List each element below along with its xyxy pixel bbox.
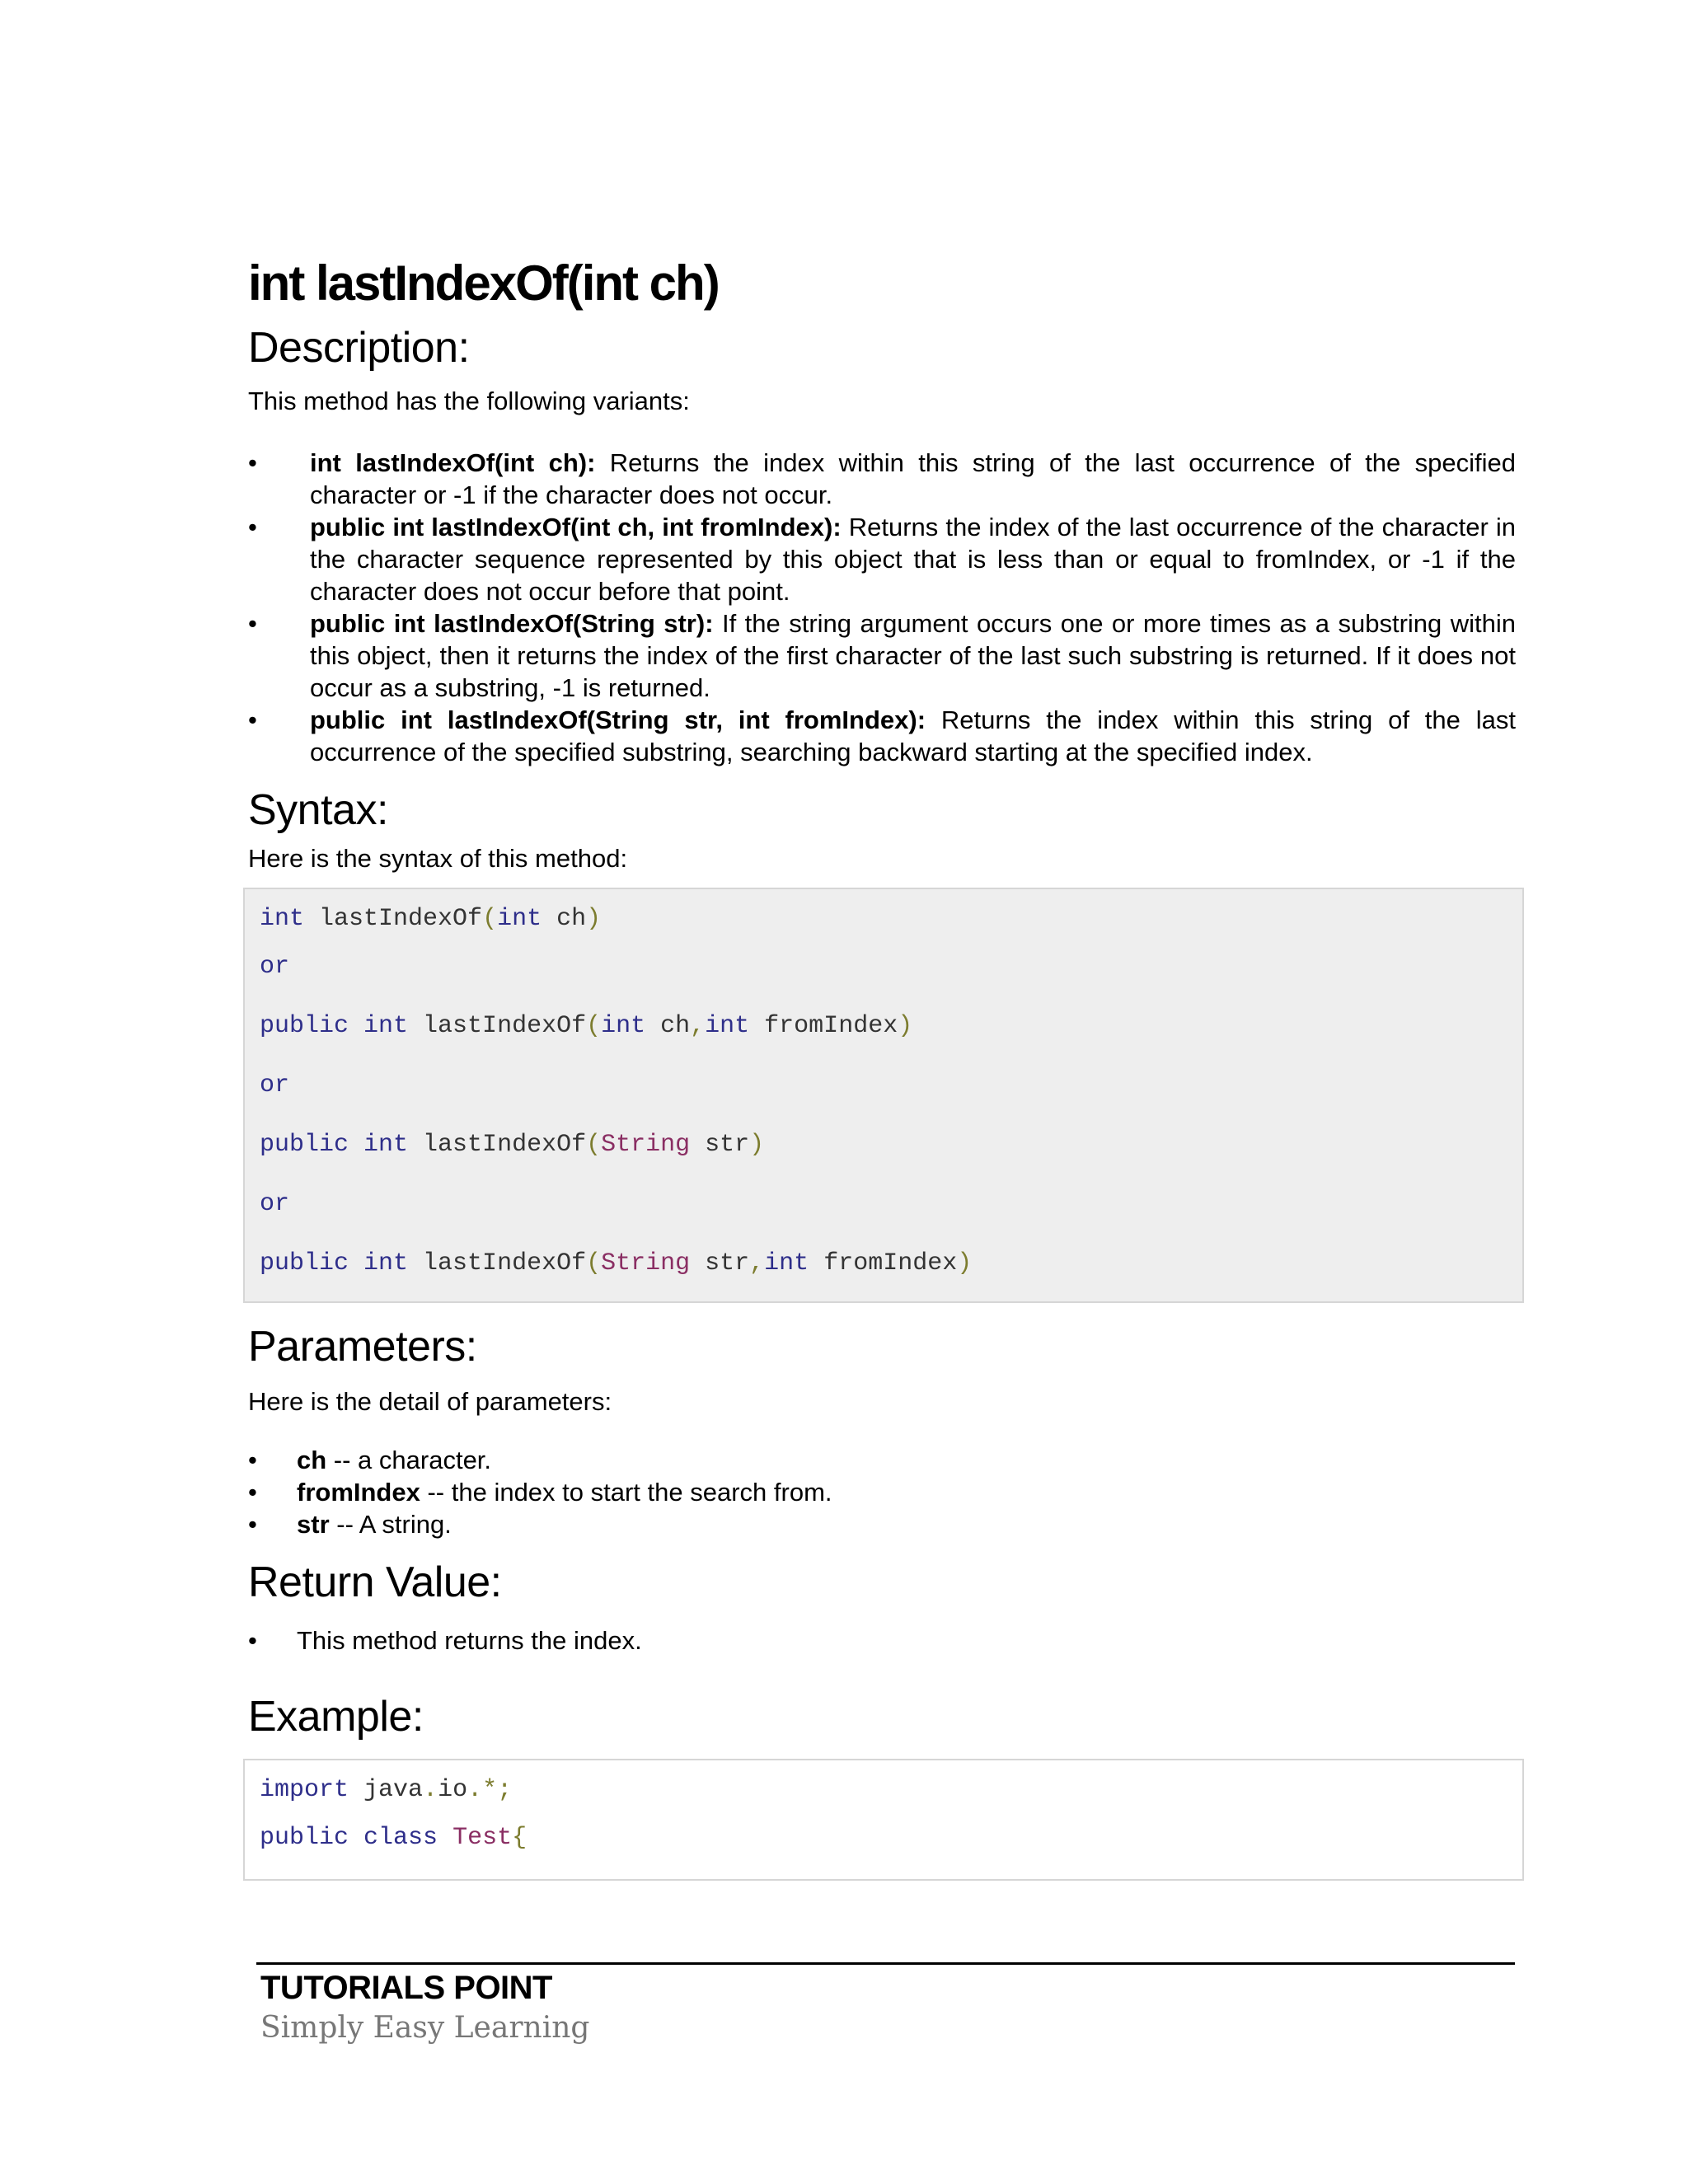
list-item (248, 704, 1516, 768)
variant-text: Returns the index within this string of the last occurrence of the specified substring, searching backward starting at the specified index. (310, 705, 1516, 766)
footer-tagline: Simply Easy Learning (260, 2011, 590, 2045)
description-heading: Description: (248, 324, 470, 372)
variants-list (248, 447, 1516, 768)
bullet-icon: • (248, 1510, 257, 1539)
variant-text: Returns the index within this string of the last occurrence of the specified character or -1 if the character does not occur. (310, 448, 1516, 509)
bullet-icon: • (248, 609, 257, 638)
syntax-heading: Syntax: (248, 786, 388, 834)
code-line: public int lastIndexOf(String str) (260, 1131, 765, 1159)
syntax-intro: Here is the syntax of this method: (248, 844, 628, 873)
parameter-name: ch (297, 1446, 327, 1474)
parameter-text: -- a character. (326, 1446, 492, 1474)
bullet-icon: • (248, 448, 257, 477)
bullet-icon: • (248, 1626, 257, 1655)
example-heading: Example: (248, 1693, 424, 1741)
variant-text: Returns the index of the last occurrence of the character in the character sequence represented by this object that is less than or equal to fromIndex, or -1 if the character does not occur before that point. (310, 513, 1517, 606)
parameters-intro: Here is the detail of parameters: (248, 1387, 612, 1416)
list-item (248, 511, 1516, 607)
code-line: or (260, 1190, 290, 1218)
variant-signature: int lastIndexOf(int ch): (310, 448, 596, 477)
bullet-icon: • (248, 1478, 257, 1507)
page-title: int lastIndexOf(int ch) (248, 255, 719, 311)
footer-brand: TUTORIALS POINT (260, 1970, 552, 2006)
variant-signature: public int lastIndexOf(String str): (310, 609, 714, 638)
list-item (248, 607, 1516, 704)
code-line: or (260, 953, 290, 981)
variant-text: If the string argument occurs one or more times as a substring within this object, then it returns the index of the first character of the last such substring is returned. If it does not occur as a substring, -1 is returned. (310, 609, 1516, 702)
code-line: public int lastIndexOf(int ch,int fromIndex) (260, 1012, 913, 1040)
code-line: int lastIndexOf(int ch) (260, 905, 602, 933)
example-code-block (243, 1759, 1524, 1881)
parameter-name: fromIndex (297, 1478, 420, 1507)
footer-divider (256, 1962, 1515, 1965)
parameter-name: str (297, 1510, 330, 1539)
list-item (248, 1508, 1516, 1540)
parameters-heading: Parameters: (248, 1323, 477, 1371)
description-intro: This method has the following variants: (248, 387, 690, 415)
return-value-heading: Return Value: (248, 1558, 502, 1606)
bullet-icon: • (248, 705, 257, 734)
list-item (248, 1624, 1516, 1657)
list-item (248, 447, 1516, 511)
code-line: public int lastIndexOf(String str,int fromIndex) (260, 1249, 973, 1277)
variant-signature: public int lastIndexOf(int ch, int fromIndex): (310, 513, 842, 541)
code-line: public class Test{ (260, 1824, 528, 1852)
content-area (248, 251, 1516, 1881)
return-value-text: This method returns the index. (297, 1626, 642, 1655)
bullet-icon: • (248, 1446, 257, 1474)
parameters-list (248, 1444, 1516, 1540)
variant-signature: public int lastIndexOf(String str, int fromIndex): (310, 705, 926, 734)
list-item (248, 1444, 1516, 1476)
parameter-text: -- A string. (329, 1510, 452, 1539)
parameter-text: -- the index to start the search from. (420, 1478, 832, 1507)
return-value-list (248, 1624, 1516, 1657)
bullet-icon: • (248, 513, 257, 541)
code-line: or (260, 1071, 290, 1099)
syntax-code-block (243, 888, 1524, 1303)
list-item (248, 1476, 1516, 1508)
code-line: import java.io.*; (260, 1776, 513, 1804)
